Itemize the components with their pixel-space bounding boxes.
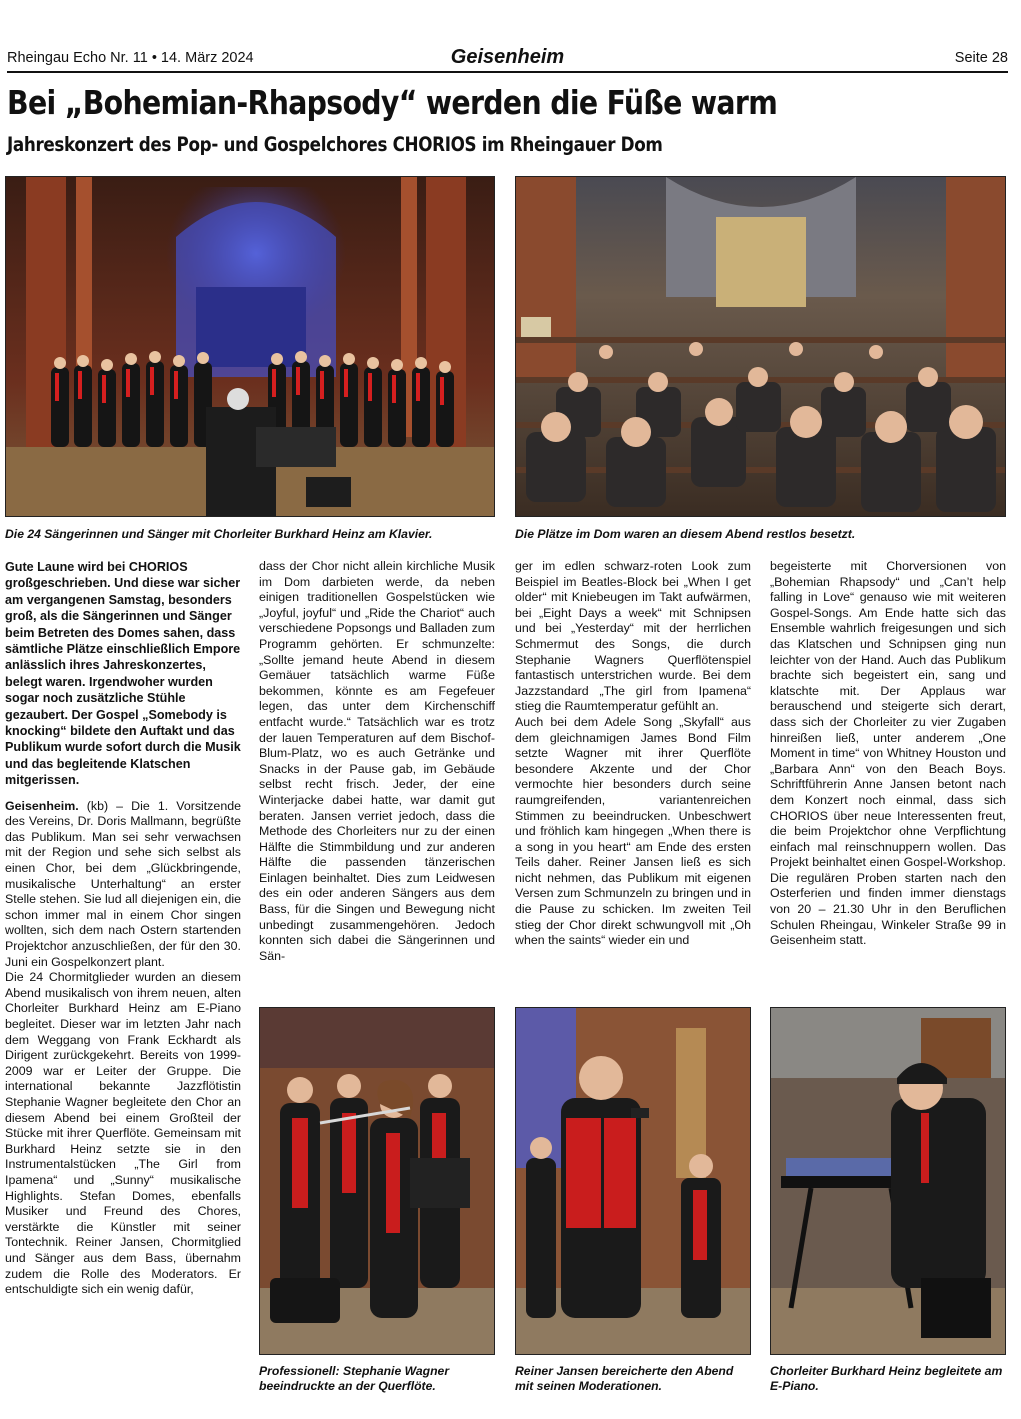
masthead [7, 46, 1008, 70]
article-paragraph: Auch bei dem Adele Song „Skyfall“ aus dem gleichnamigen James Bond Film setzte Wagner mit ihrer Querflöte besondere Akzente und der Chor vermochte hier besonders durch seine raumgreifenden, variantenreichen Stimmen zu beeindrucken. Unbeschwert und fröhlich kam hingegen „When there is a song in you heart“ am Ende des ersten Teils daher. Reiner Jansen ließ es sich nicht nehmen, das Publikum mit eigenen Versen zum Schmunzeln zu bringen und in die Pause zu schicken. Im zweiten Teil stieg der Chor direkt schwungvoll mit „Oh when the saints“ wieder ein und [515, 714, 751, 948]
article-lead: Gute Laune wird bei CHORIOS großgeschrieben. Und diese war sicher am vergangenen Samstag, besonders groß, als die Sängerinnen und Sänger beim Betreten des Domes sahen, dass sämtliche Plätze einschließlich Empore anlässlich ihres Jahreskonzertes, belegt waren. Irgendwoher wurden sogar noch zusätzliche Stühle gezaubert. Der Gospel „Somebody is knocking“ bildete den Auftakt und das Publikum wurde sofort durch die Musik und das begleitende Klatschen mitgerissen. [5, 560, 241, 788]
article-paragraph: dass der Chor nicht allein kirchliche Musik im Dom darbieten werde, da neben einigen traditionellen Gospelstücken wie „Joyful, joyful“ und „Ride the Chariot“ auch verschiedene Popsongs und Balladen zum Programm gehörten. Er schmunzelte: „Sollte jemand heute Abend in diesem Gemäuer tatsächlich warme Füße bekommen, könnte es am Fegefeuer legen, das unter dem Kirchenschiff entfacht wurde.“ Tatsächlich war es trotz der lauen Temperaturen auf dem Bischof-Blum-Platz, wo es auch Getränke und Snacks in der Pause gab, im Gebäude selbst recht frisch. Jeder, der eine Winterjacke dabei hatte, war damit gut beraten. Jansen verriet jedoch, dass die Methode des Chorleiters nur zu der einen Hälfte die Stimmbildung und zur anderen Hälfte die passenden tänzerischen Einlagen beinhaltet. Dies zum Leidwesen des ein oder anderen Sängers aus dem Bass, für die Singen und Bewegung nicht unbedingt zusammengehören. Jedoch konnten sich dabei die Sängerinnen und Sän- [259, 559, 495, 963]
piano-photo [770, 1007, 1006, 1355]
piano-photo-caption: Chorleiter Burkhard Heinz begleitete am E-Piano. [770, 1364, 1003, 1393]
moderator-photo-image [516, 1008, 751, 1355]
moderator-photo-caption: Reiner Jansen bereicherte den Abend mit seinen Moderationen. [515, 1364, 734, 1393]
choir-photo [5, 176, 495, 517]
section-name: Geisenheim [450, 46, 565, 68]
page-number: Seite 28 [954, 50, 1008, 66]
flute-photo-caption: Professionell: Stephanie Wagner beeindruckte an der Querflöte. [259, 1364, 450, 1393]
headline: Bei „Bohemian-Rhapsody“ werden die Füße warm [7, 83, 778, 122]
flute-photo [259, 1007, 495, 1355]
article-column-1 [5, 559, 241, 1298]
audience-photo-caption: Die Plätze im Dom waren an diesem Abend restlos besetzt. [515, 527, 856, 541]
piano-photo-image [771, 1008, 1006, 1355]
choir-photo-image [6, 177, 495, 517]
dateline: Geisenheim. [5, 798, 79, 813]
audience-photo-image [516, 177, 1006, 517]
article-paragraph [5, 799, 241, 971]
issue-info: Rheingau Echo Nr. 11 • 14. März 2024 [7, 50, 254, 66]
article-paragraph: begeisterte mit Chorversionen von „Bohemian Rhapsody“ und „Can’t help falling in Love“ genauso wie mit weiteren Gospel-Songs. Am Ende hatte sich das Ensemble wahrlich freigesungen und sich das Klatschen und Schnipsen ging nun leichter von der Hand. Auch das Publikum brachte sich begeistert ein, sang und klatschte mit. Der Applaus war berauschend und steigerte sich derart, dass sich der Chorleiter zu vier Zugaben hinreißen ließ, unter anderem „One Moment in time“ von Whitney Houston und „Barbara Ann“ von den Beach Boys. Schriftführerin Anne Jansen betont nach dem Konzert noch einmal, dass sich CHORIOS über neue Interessenten freut, die beim Projektchor ohne Verpflichtung einfach mal reinschnuppern wollen. Das Projekt beinhaltet einen Gospel-Workshop. Die regulären Proben starten nach den Osterferien und finden immer dienstags von 20 – 21.30 Uhr in den Beruflichen Schulen Rheingau, Winkeler Straße 99 in Geisenheim statt. [770, 559, 1006, 948]
article-column-2 [259, 559, 495, 964]
choir-photo-caption: Die 24 Sängerinnen und Sänger mit Chorleiter Burkhard Heinz am Klavier. [5, 527, 433, 541]
masthead-rule [7, 71, 1008, 73]
article-column-3 [515, 559, 751, 949]
article-column-4 [770, 559, 1006, 949]
audience-photo [515, 176, 1006, 517]
article-paragraph: Die 24 Chormitglieder wurden an diesem Abend musikalisch von ihrem neuen, alten Chorleiter Burkhard Heinz am E-Piano begleitet. Dieser war im letzten Jahr nach dem Weggang von Frank Eckhardt als Dirigent zurückgekehrt. Bereits von 1999-2009 war er Leiter der Gruppe. Die international bekannte Jazzflötistin Stephanie Wagner begleitete den Chor an diesem Abend bei einem Großteil der Stücke mit ihrer Querflöte. Gemeinsam mit Burkhard Heinz setzte sie in den Instrumentalstücken „The Girl from Ipamena“ und „Sunny“ musikalische Highlights. Stefan Domes, ebenfalls Musiker und Freund des Chores, verstärkte die Künstler mit seiner Tontechnik. Reiner Jansen, Chormitglied und Sänger aus dem Bass, übernahm zudem die Rolle des Moderators. Er entschuldigte sich ein wenig dafür, [5, 970, 241, 1297]
flute-photo-image [260, 1008, 495, 1355]
article-paragraph: ger im edlen schwarz-roten Look zum Beispiel im Beatles-Block bei „When I get older“ mit Kniebeugen im Takt aufwärmen, bei „Eight Days a week“ mit Schnipsen und bei „Yesterday“ mit der herrlichen Schmermut des Songs, die durch Stephanie Wagners Querflötenspiel fantastisch unterstrichen wurde. Bei dem Jazzstandard „The girl from Ipamena“ stieg die Raumtemperatur gefühlt an. [515, 559, 751, 714]
moderator-photo [515, 1007, 751, 1355]
subheadline: Jahreskonzert des Pop- und Gospelchores CHORIOS im Rheingauer Dom [7, 133, 663, 156]
paragraph-text: (kb) – Die 1. Vorsitzende des Vereins, Dr. Doris Mallmann, begrüßte das Publikum. Man sei sehr verwachsen mit der Region und sehe sich selbst als einen Chor, bei dem „Glückbringende, musikalische Unterhaltung“ an erster Stelle stehen. Sie lud all diejenigen ein, die schon immer mal in einem Chor singen wollten, sich dem nach Ostern startenden Projektchor anzuschließen, der für den 30. Juni ein Gospelkonzert plant. [5, 798, 241, 969]
